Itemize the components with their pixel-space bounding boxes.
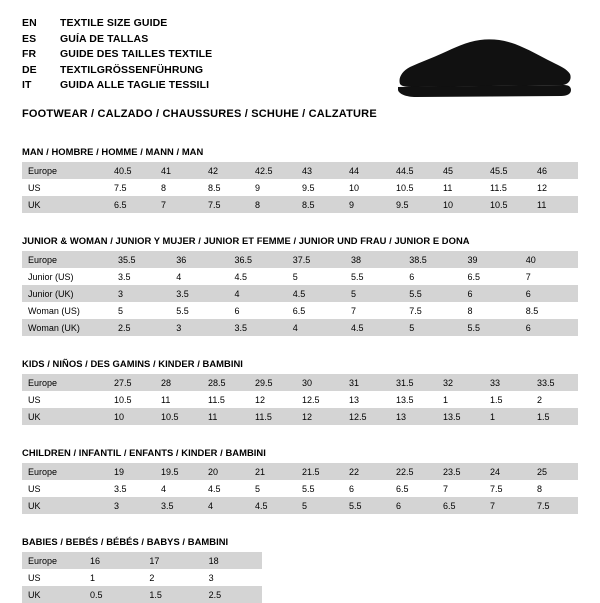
size-cell: 44	[343, 162, 390, 179]
size-cell: 3.5	[155, 497, 202, 514]
size-cell: 8	[462, 302, 520, 319]
size-cell: 11	[437, 179, 484, 196]
size-cell: 8	[155, 179, 202, 196]
size-cell: 5	[403, 319, 461, 336]
row-label: Europe	[22, 374, 108, 391]
size-cell: 27.5	[108, 374, 155, 391]
size-cell: 7.5	[484, 480, 531, 497]
row-label: US	[22, 391, 108, 408]
size-cell: 5	[296, 497, 343, 514]
size-cell: 45.5	[484, 162, 531, 179]
size-cell: 9.5	[390, 196, 437, 213]
size-cell: 13.5	[437, 408, 484, 425]
size-table	[22, 251, 578, 336]
row-label: Europe	[22, 463, 108, 480]
size-cell: 6	[343, 480, 390, 497]
language-title: GUIDE DES TAILLES TEXTILE	[60, 48, 213, 61]
size-cell: 3.5	[112, 268, 170, 285]
table-row	[22, 552, 262, 569]
size-cell: 9	[249, 179, 296, 196]
size-cell: 10.5	[484, 196, 531, 213]
size-cell: 3	[112, 285, 170, 302]
size-cell: 38	[345, 251, 403, 268]
size-cell: 9.5	[296, 179, 343, 196]
size-cell: 2	[531, 391, 578, 408]
size-cell: 1.5	[484, 391, 531, 408]
size-section	[22, 358, 578, 425]
size-cell: 29.5	[249, 374, 296, 391]
size-cell: 11	[155, 391, 202, 408]
size-cell: 40	[520, 251, 578, 268]
size-cell: 4.5	[345, 319, 403, 336]
language-title: TEXTILGRÖSSENFÜHRUNG	[60, 63, 204, 76]
language-row	[22, 63, 212, 79]
size-cell: 12	[531, 179, 578, 196]
size-cell: 18	[203, 552, 262, 569]
size-cell: 28	[155, 374, 202, 391]
size-cell: 4	[155, 480, 202, 497]
size-cell: 6.5	[390, 480, 437, 497]
language-code: FR	[22, 48, 37, 61]
size-cell: 35.5	[112, 251, 170, 268]
size-cell: 23.5	[437, 463, 484, 480]
size-cell: 12.5	[343, 408, 390, 425]
size-cell: 6.5	[108, 196, 155, 213]
size-cell: 36.5	[229, 251, 287, 268]
size-cell: 5	[287, 268, 345, 285]
table-row	[22, 196, 578, 213]
size-cell: 8.5	[202, 179, 249, 196]
size-cell: 40.5	[108, 162, 155, 179]
size-cell: 4	[229, 285, 287, 302]
size-cell: 42	[202, 162, 249, 179]
table-row	[22, 480, 578, 497]
language-row	[22, 78, 212, 94]
size-cell: 38.5	[403, 251, 461, 268]
size-cell: 46	[531, 162, 578, 179]
size-cell: 22.5	[390, 463, 437, 480]
size-cell: 13.5	[390, 391, 437, 408]
size-cell: 10	[437, 196, 484, 213]
size-cell: 5.5	[345, 268, 403, 285]
size-cell: 7	[155, 196, 202, 213]
size-cell: 39	[462, 251, 520, 268]
sections-container	[22, 146, 578, 603]
table-row	[22, 497, 578, 514]
size-section	[22, 235, 578, 336]
size-cell: 3.5	[108, 480, 155, 497]
row-label: Europe	[22, 162, 108, 179]
size-cell: 21	[249, 463, 296, 480]
size-cell: 13	[390, 408, 437, 425]
row-label: US	[22, 569, 84, 586]
size-cell: 3.5	[170, 285, 228, 302]
table-row	[22, 463, 578, 480]
size-cell: 4	[287, 319, 345, 336]
table-row	[22, 251, 578, 268]
size-table	[22, 552, 262, 603]
row-label: UK	[22, 196, 108, 213]
language-code: DE	[22, 63, 37, 76]
row-label: UK	[22, 586, 84, 603]
size-cell: 42.5	[249, 162, 296, 179]
size-cell: 5.5	[343, 497, 390, 514]
size-cell: 7	[520, 268, 578, 285]
size-cell: 6.5	[462, 268, 520, 285]
size-cell: 1	[84, 569, 143, 586]
size-cell: 24	[484, 463, 531, 480]
size-cell: 30	[296, 374, 343, 391]
size-cell: 17	[143, 552, 202, 569]
language-code: ES	[22, 32, 37, 45]
size-cell: 11.5	[249, 408, 296, 425]
category-title: FOOTWEAR / CALZADO / CHAUSSURES / SCHUHE / CALZATURE	[22, 107, 377, 120]
size-cell: 4.5	[229, 268, 287, 285]
size-cell: 8	[531, 480, 578, 497]
size-cell: 19.5	[155, 463, 202, 480]
section-title: KIDS / NIÑOS / DES GAMINS / KINDER / BAMBINI	[22, 358, 243, 369]
table-row	[22, 374, 578, 391]
size-cell: 11	[531, 196, 578, 213]
size-cell: 3	[170, 319, 228, 336]
size-cell: 5.5	[170, 302, 228, 319]
size-cell: 19	[108, 463, 155, 480]
size-cell: 44.5	[390, 162, 437, 179]
size-cell: 43	[296, 162, 343, 179]
size-cell: 13	[343, 391, 390, 408]
size-cell: 5	[112, 302, 170, 319]
size-cell: 2	[143, 569, 202, 586]
row-label: Junior (UK)	[22, 285, 112, 302]
size-cell: 7.5	[403, 302, 461, 319]
row-label: US	[22, 179, 108, 196]
size-cell: 1.5	[531, 408, 578, 425]
table-row	[22, 408, 578, 425]
table-row	[22, 569, 262, 586]
size-cell: 5.5	[462, 319, 520, 336]
size-cell: 9	[343, 196, 390, 213]
size-cell: 2.5	[203, 586, 262, 603]
size-cell: 20	[202, 463, 249, 480]
row-label: Woman (UK)	[22, 319, 112, 336]
size-cell: 6	[403, 268, 461, 285]
size-cell: 7	[345, 302, 403, 319]
language-title-list	[22, 16, 212, 94]
size-cell: 4.5	[249, 497, 296, 514]
size-cell: 8.5	[296, 196, 343, 213]
language-title: GUÍA DE TALLAS	[60, 32, 149, 45]
size-section	[22, 536, 578, 603]
size-cell: 3.5	[229, 319, 287, 336]
size-cell: 12.5	[296, 391, 343, 408]
table-row	[22, 391, 578, 408]
table-row	[22, 586, 262, 603]
table-row	[22, 285, 578, 302]
size-cell: 11.5	[202, 391, 249, 408]
size-section	[22, 447, 578, 514]
size-cell: 6	[520, 285, 578, 302]
size-cell: 33	[484, 374, 531, 391]
size-cell: 11	[202, 408, 249, 425]
table-row	[22, 179, 578, 196]
size-cell: 5.5	[403, 285, 461, 302]
size-cell: 3	[203, 569, 262, 586]
language-row	[22, 16, 212, 32]
size-cell: 6.5	[437, 497, 484, 514]
size-cell: 10	[108, 408, 155, 425]
page-header	[22, 16, 578, 120]
size-cell: 31.5	[390, 374, 437, 391]
size-cell: 16	[84, 552, 143, 569]
size-cell: 6	[462, 285, 520, 302]
size-cell: 4	[170, 268, 228, 285]
size-cell: 7.5	[108, 179, 155, 196]
size-cell: 2.5	[112, 319, 170, 336]
language-code: EN	[22, 17, 37, 29]
size-cell: 22	[343, 463, 390, 480]
row-label: Woman (US)	[22, 302, 112, 319]
size-cell: 1	[484, 408, 531, 425]
size-table	[22, 374, 578, 425]
size-cell: 41	[155, 162, 202, 179]
size-table	[22, 463, 578, 514]
size-cell: 6	[229, 302, 287, 319]
size-cell: 3	[108, 497, 155, 514]
size-cell: 12	[249, 391, 296, 408]
section-title: MAN / HOMBRE / HOMME / MANN / MAN	[22, 146, 204, 157]
size-cell: 1	[437, 391, 484, 408]
dress-shoe-icon	[388, 38, 572, 104]
size-cell: 4	[202, 497, 249, 514]
size-cell: 31	[343, 374, 390, 391]
size-cell: 28.5	[202, 374, 249, 391]
size-cell: 7	[437, 480, 484, 497]
size-cell: 8	[249, 196, 296, 213]
language-title: TEXTILE SIZE GUIDE	[60, 17, 168, 29]
size-table	[22, 162, 578, 213]
row-label: US	[22, 480, 108, 497]
size-cell: 5	[345, 285, 403, 302]
size-cell: 33.5	[531, 374, 578, 391]
section-title: JUNIOR & WOMAN / JUNIOR Y MUJER / JUNIOR ET FEMME / JUNIOR UND FRAU / JUNIOR E DONA	[22, 235, 470, 246]
size-cell: 7.5	[531, 497, 578, 514]
section-title: CHILDREN / INFANTIL / ENFANTS / KINDER / BAMBINI	[22, 447, 266, 458]
size-cell: 45	[437, 162, 484, 179]
language-row	[22, 32, 212, 48]
size-cell: 12	[296, 408, 343, 425]
size-cell: 10.5	[108, 391, 155, 408]
size-cell: 7.5	[202, 196, 249, 213]
size-cell: 21.5	[296, 463, 343, 480]
size-cell: 10.5	[390, 179, 437, 196]
size-cell: 4.5	[287, 285, 345, 302]
row-label: UK	[22, 497, 108, 514]
language-title: GUIDA ALLE TAGLIE TESSILI	[60, 79, 210, 92]
row-label: UK	[22, 408, 108, 425]
size-cell: 36	[170, 251, 228, 268]
row-label: Junior (US)	[22, 268, 112, 285]
size-cell: 32	[437, 374, 484, 391]
size-cell: 5.5	[296, 480, 343, 497]
size-cell: 4.5	[202, 480, 249, 497]
size-cell: 1.5	[143, 586, 202, 603]
table-row	[22, 302, 578, 319]
size-cell: 7	[484, 497, 531, 514]
size-cell: 0.5	[84, 586, 143, 603]
size-cell: 11.5	[484, 179, 531, 196]
row-label: Europe	[22, 251, 112, 268]
size-cell: 6	[520, 319, 578, 336]
section-title: BABIES / BEBÉS / BÉBÉS / BABYS / BAMBINI	[22, 536, 229, 547]
table-row	[22, 319, 578, 336]
size-cell: 6.5	[287, 302, 345, 319]
table-row	[22, 268, 578, 285]
language-row	[22, 47, 212, 63]
size-cell: 37.5	[287, 251, 345, 268]
language-code: IT	[22, 79, 32, 92]
table-row	[22, 162, 578, 179]
size-cell: 6	[390, 497, 437, 514]
size-cell: 8.5	[520, 302, 578, 319]
row-label: Europe	[22, 552, 84, 569]
size-cell: 25	[531, 463, 578, 480]
size-cell: 10	[343, 179, 390, 196]
size-cell: 10.5	[155, 408, 202, 425]
size-section	[22, 146, 578, 213]
size-cell: 5	[249, 480, 296, 497]
